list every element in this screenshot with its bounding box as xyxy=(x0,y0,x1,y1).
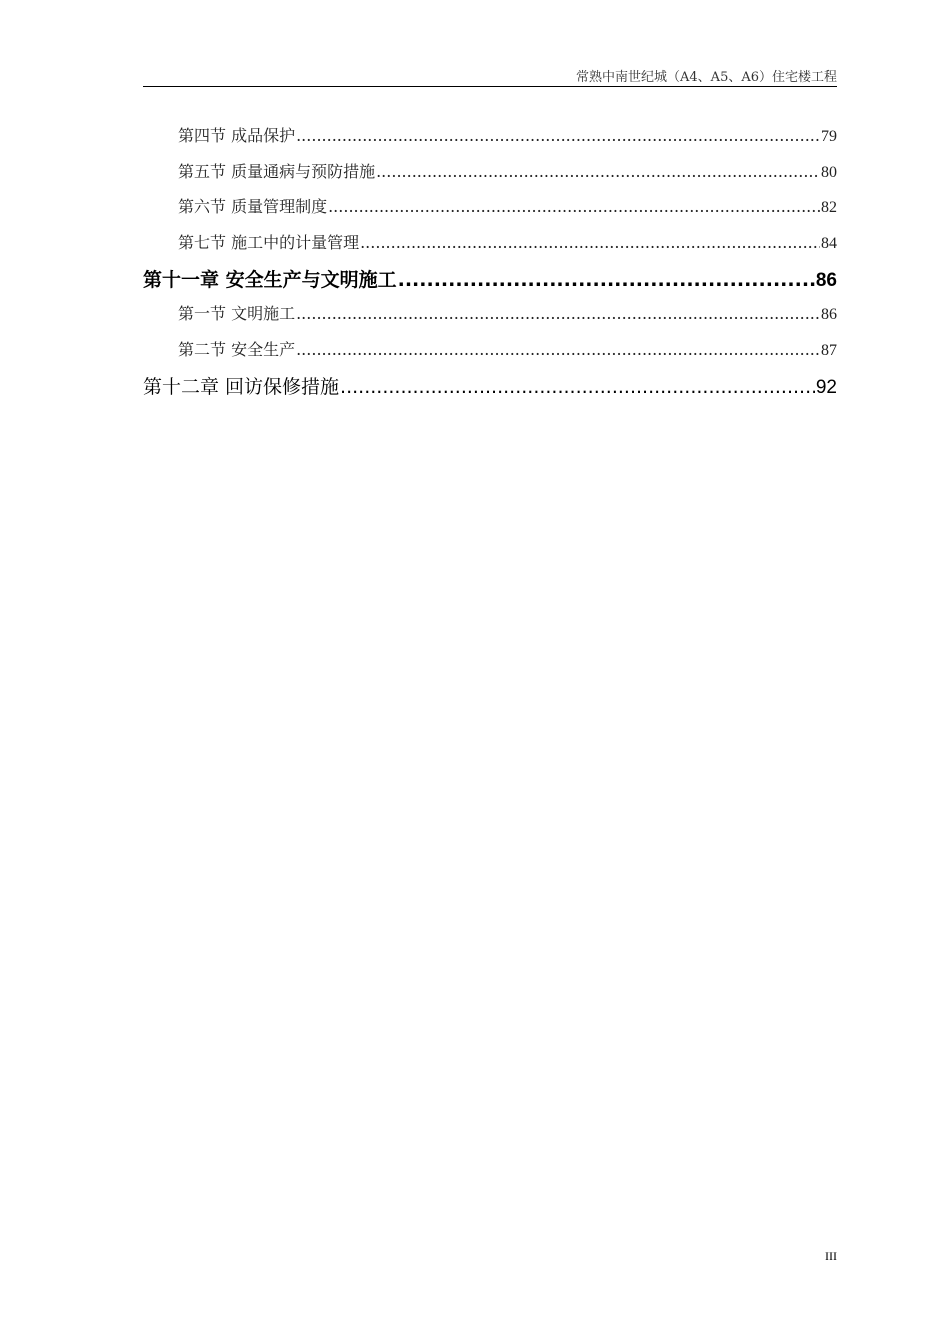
toc-entry[interactable] xyxy=(143,123,837,159)
toc-entry[interactable] xyxy=(143,337,837,373)
toc-chapter-entry[interactable] xyxy=(143,372,837,408)
header-title: 常熟中南世纪城（A4、A5、A6）住宅楼工程 xyxy=(576,70,837,85)
toc-entry-page: 82 xyxy=(821,199,837,216)
toc-entry-title: 第七节 施工中的计量管理 xyxy=(178,232,360,252)
toc-entry-title: 第六节 质量管理制度 xyxy=(178,197,328,216)
table-of-contents xyxy=(143,123,837,408)
toc-entry-title: 第二节 安全生产 xyxy=(178,339,296,359)
toc-dot-leader xyxy=(296,304,820,323)
toc-entry-page: 79 xyxy=(821,128,837,145)
toc-entry-page: 86 xyxy=(821,306,837,323)
toc-entry-page: 87 xyxy=(821,341,837,359)
toc-entry-page: 80 xyxy=(821,163,837,181)
toc-entry-title: 第一节 文明施工 xyxy=(178,304,296,323)
toc-entry-page: 84 xyxy=(821,234,837,252)
toc-dot-leader xyxy=(340,376,815,398)
toc-dot-leader xyxy=(296,340,820,359)
toc-entry[interactable] xyxy=(143,301,837,337)
toc-dot-leader xyxy=(376,162,820,181)
toc-entry[interactable] xyxy=(143,230,837,266)
toc-chapter-title: 第十二章 回访保修措施 xyxy=(143,376,340,398)
toc-dot-leader xyxy=(296,126,820,145)
toc-dot-leader xyxy=(360,233,820,252)
toc-entry-title: 第四节 成品保护 xyxy=(178,126,296,145)
toc-chapter-page: 92 xyxy=(815,377,837,398)
toc-entry[interactable] xyxy=(143,159,837,195)
page-header xyxy=(143,62,837,87)
footer-page-number: III xyxy=(825,1249,837,1263)
toc-dot-leader xyxy=(398,269,815,291)
toc-entry-title: 第五节 质量通病与预防措施 xyxy=(178,161,376,181)
toc-chapter-entry[interactable] xyxy=(143,265,837,301)
toc-chapter-title: 第十一章 安全生产与文明施工 xyxy=(143,269,397,291)
toc-dot-leader xyxy=(328,197,820,216)
toc-chapter-page: 86 xyxy=(815,270,837,291)
toc-entry[interactable] xyxy=(143,194,837,230)
